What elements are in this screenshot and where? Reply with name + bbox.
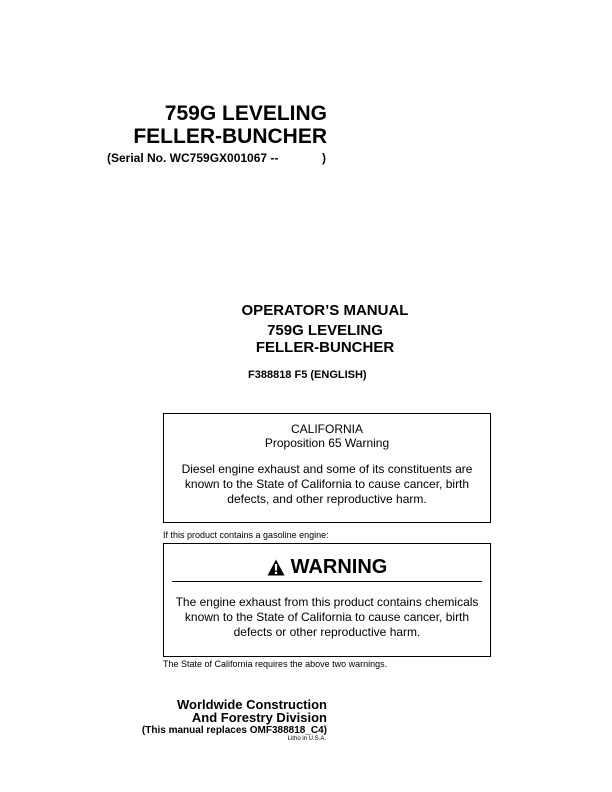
litho-note: Litho in U.S.A. — [287, 736, 326, 742]
title-line-2: FELLER-BUNCHER — [133, 125, 327, 148]
warning-heading: WARNING — [290, 555, 388, 578]
gasoline-note: If this product contains a gasoline engine: — [163, 530, 329, 540]
replaces-note: (This manual replaces OMF388818_C4) — [141, 725, 327, 736]
warning-header — [164, 554, 490, 580]
serial-number: (Serial No. WC759GX001067 -- — [107, 151, 279, 165]
proposition-65-subtitle: Proposition 65 Warning — [264, 436, 390, 450]
manual-product: FELLER-BUNCHER — [255, 339, 395, 356]
serial-close-paren: ) — [322, 151, 326, 165]
warning-box — [163, 543, 491, 657]
warning-triangle-icon — [267, 559, 285, 576]
california-title: CALIFORNIA — [290, 422, 363, 436]
california-warning-box — [163, 413, 491, 523]
division-line-2: And Forestry Division — [191, 710, 327, 725]
part-number: F388818 F5 (ENGLISH) — [248, 369, 367, 381]
division-line-1: Worldwide Construction — [177, 697, 327, 712]
manual-model: 759G LEVELING — [267, 322, 383, 339]
california-warning-text: Diesel engine exhaust and some of its constituents are known to the State of California to cause cancer, birth defects, and other reproductive harm. — [181, 462, 473, 506]
warning-text: The engine exhaust from this product contains chemicals known to the State of California to cause cancer, birth defects or other reproductive harm. — [175, 595, 479, 639]
manual-type: OPERATOR’S MANUAL — [241, 302, 409, 319]
warning-divider — [172, 581, 482, 582]
title-line-1: 759G LEVELING — [164, 102, 327, 125]
state-requirement-note: The State of California requires the above two warnings. — [163, 659, 388, 669]
